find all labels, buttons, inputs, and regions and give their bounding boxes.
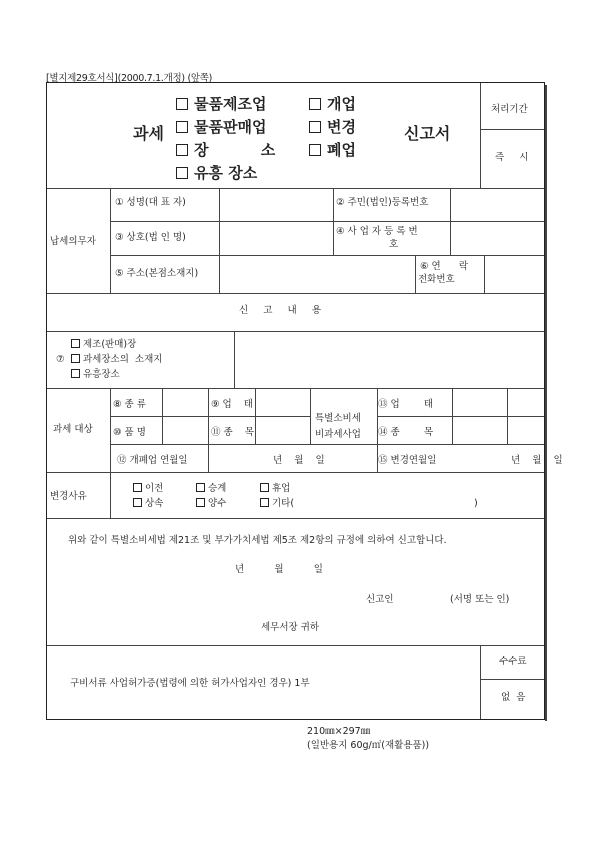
reason-succession[interactable]: 승계 <box>196 483 226 495</box>
form-header: [별지제29호서식](2000.7.1.개정) (앞쪽) <box>46 73 213 84</box>
open-close-date-value[interactable]: 년 월 일 <box>273 455 325 466</box>
reason-other-close: ) <box>474 498 478 509</box>
option-manufacturing[interactable]: 물품제조업 <box>176 95 266 113</box>
item-label: ⑪ 종 목 <box>211 427 254 438</box>
name-field-label: ① 성명(대 표 자) <box>115 197 186 208</box>
checkbox-icon[interactable] <box>133 498 142 507</box>
fee-label: 수수료 <box>499 656 527 667</box>
business-reg-label-2: 호 <box>389 239 399 250</box>
checkbox-icon[interactable] <box>260 483 269 492</box>
item7-option-location[interactable]: 과세장소의 소재지 <box>71 354 162 366</box>
change-reason-label: 변경사유 <box>50 491 87 502</box>
name-input[interactable] <box>220 188 332 219</box>
paper-spec: (일반용지 60g/㎡(재활용품)) <box>307 740 430 751</box>
resident-number-input[interactable] <box>451 188 541 219</box>
checkbox-icon[interactable] <box>176 144 188 156</box>
reason-suspension[interactable]: 휴업 <box>260 483 290 495</box>
reporter-label: 신고인 <box>366 594 394 605</box>
business-name-input[interactable] <box>220 221 332 253</box>
special-tax-label-2: 비과세사업 <box>315 429 361 440</box>
phone-input[interactable] <box>485 255 541 291</box>
title-suffix: 신고서 <box>404 124 451 143</box>
processing-period-value: 즉 시 <box>495 152 529 163</box>
item7-number: ⑦ <box>56 354 65 365</box>
signature-field[interactable]: (서명 또는 인) <box>450 594 510 605</box>
option-close[interactable]: 폐업 <box>309 141 356 159</box>
special-business-type-label: ⑬ 업 태 <box>378 399 434 410</box>
checkbox-icon[interactable] <box>309 121 321 133</box>
open-close-date-label: ⑫ 개폐업 연월일 <box>117 455 188 466</box>
tax-target-label: 과세 대상 <box>53 424 93 435</box>
checkbox-icon[interactable] <box>176 98 188 110</box>
fee-value: 없 음 <box>501 692 526 703</box>
special-tax-label-1: 특별소비세 <box>315 413 361 424</box>
change-date-value[interactable]: 년 월 일 <box>511 455 563 466</box>
option-sales[interactable]: 물품판매업 <box>176 118 266 136</box>
recipient-label: 세무서장 귀하 <box>261 622 320 633</box>
checkbox-icon[interactable] <box>309 98 321 110</box>
required-documents: 구비서류 사업허가증(법령에 의한 허가사업자인 경우) 1부 <box>70 678 310 689</box>
processing-period-label: 처리기간 <box>491 104 528 115</box>
checkbox-icon[interactable] <box>260 498 269 507</box>
product-name-label: ⑩ 품 명 <box>113 427 146 438</box>
checkbox-icon[interactable] <box>71 369 80 378</box>
reason-other[interactable]: 기타( <box>260 498 294 510</box>
special-item-label: ⑭ 종 목 <box>378 427 434 438</box>
reason-inheritance[interactable]: 상속 <box>133 498 163 510</box>
type-label: ⑧ 종 류 <box>113 399 146 410</box>
reason-relocation[interactable]: 이전 <box>133 483 163 495</box>
checkbox-icon[interactable] <box>71 354 80 363</box>
item7-detail-input[interactable] <box>235 334 541 384</box>
checkbox-icon[interactable] <box>176 167 188 179</box>
checkbox-icon[interactable] <box>71 339 80 348</box>
declaration-date[interactable]: 년 월 일 <box>235 564 323 575</box>
business-name-label: ③ 상호(법 인 명) <box>115 232 186 243</box>
item7-option-factory[interactable]: 제조(판매)장 <box>71 339 136 351</box>
option-place[interactable]: 장 소 <box>176 141 275 159</box>
report-content-heading: 신 고 내 용 <box>239 305 322 316</box>
option-change[interactable]: 변경 <box>309 118 356 136</box>
change-date-label: ⑮ 변경연월일 <box>378 455 437 466</box>
checkbox-icon[interactable] <box>309 144 321 156</box>
checkbox-icon[interactable] <box>196 483 205 492</box>
item7-option-entertainment[interactable]: 유흥장소 <box>71 369 120 381</box>
option-entertainment-place[interactable]: 유흥 장소 <box>176 164 257 182</box>
reason-transfer[interactable]: 양수 <box>196 498 226 510</box>
address-label: ⑤ 주소(본점소재지) <box>115 268 199 279</box>
business-reg-input[interactable] <box>451 221 541 253</box>
address-input[interactable] <box>220 255 412 291</box>
checkbox-icon[interactable] <box>133 483 142 492</box>
business-type-label: ⑨ 업 태 <box>211 399 253 410</box>
resident-number-label: ② 주민(법인)등록번호 <box>336 197 429 208</box>
checkbox-icon[interactable] <box>176 121 188 133</box>
taxpayer-section-label: 납세의무자 <box>50 236 96 247</box>
business-reg-label-1: ④ 사 업 자 등 록 번 <box>336 226 418 237</box>
declaration-text: 위와 같이 특별소비세법 제21조 및 부가가치세법 제5조 제2항의 규정에 의하여 신고합니다. <box>68 535 447 546</box>
checkbox-icon[interactable] <box>196 498 205 507</box>
contact-label-1: ⑥ 연 락 <box>420 261 469 272</box>
paper-size: 210㎜×297㎜ <box>307 726 371 737</box>
contact-label-2: 전화번호 <box>418 274 455 285</box>
option-open[interactable]: 개업 <box>309 95 356 113</box>
title-prefix: 과세 <box>133 124 164 143</box>
